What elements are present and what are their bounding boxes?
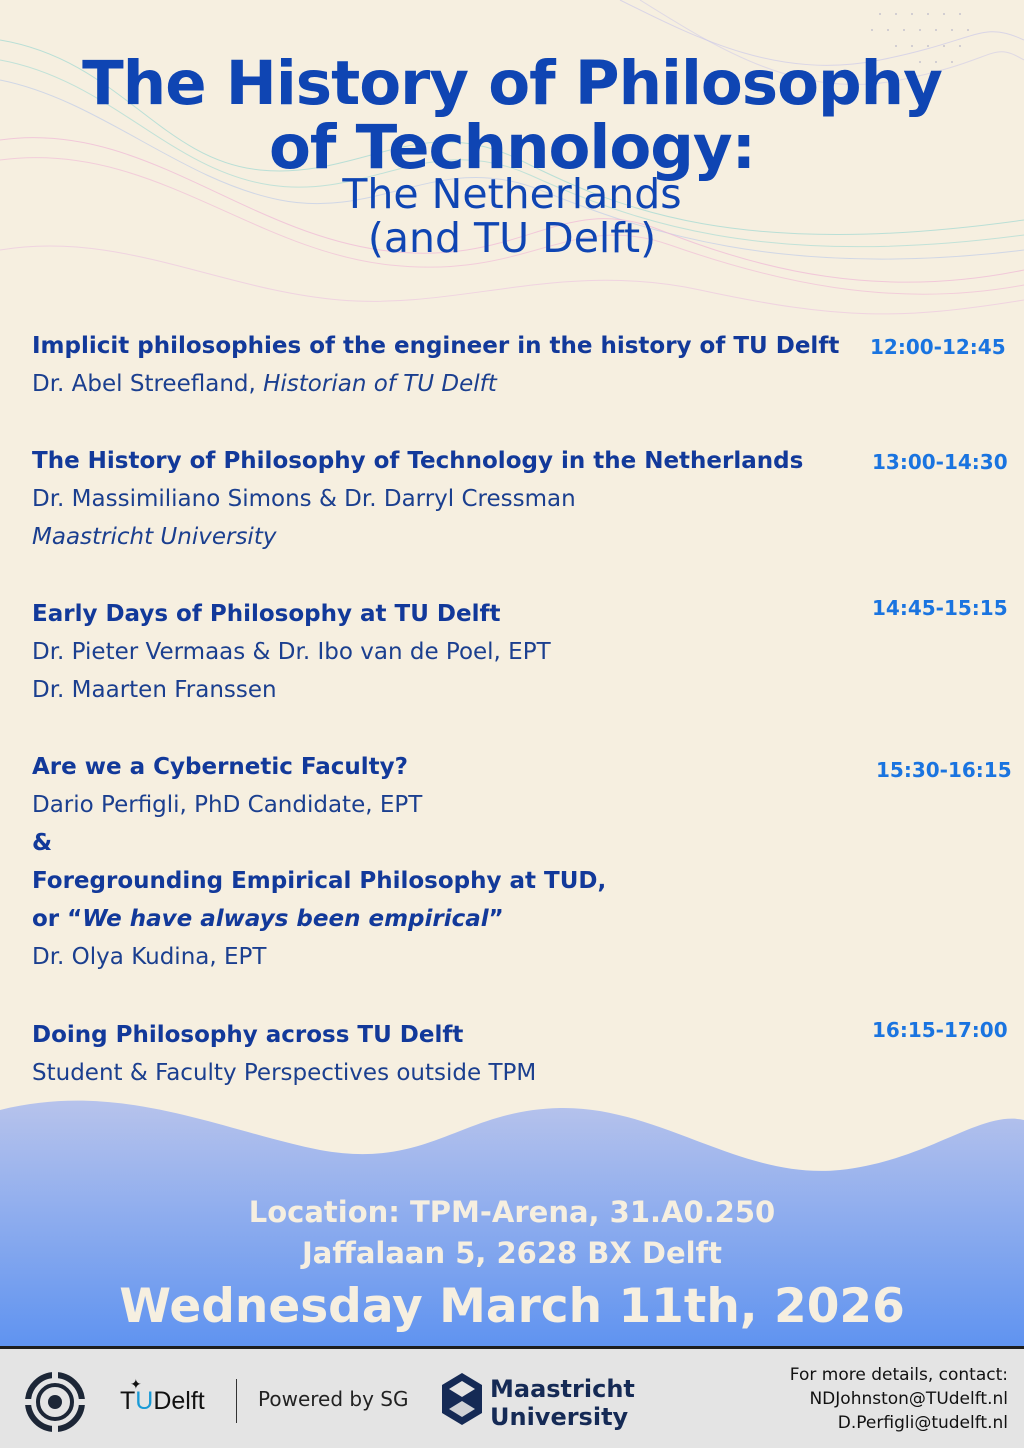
session-3-time: 14:45-15:15 bbox=[872, 596, 1008, 620]
contact-email-1[interactable]: NDJohnston@TUdelft.nl bbox=[809, 1389, 1008, 1409]
event-subtitle bbox=[0, 172, 1024, 260]
event-date: Wednesday March 11th, 2026 bbox=[119, 1279, 905, 1334]
session-title: Doing Philosophy across TU Delft bbox=[32, 1022, 464, 1048]
footer bbox=[0, 1346, 1024, 1448]
subtitle-line-2: (and TU Delft) bbox=[367, 214, 657, 262]
session-speaker: Dr. Pieter Vermaas & Dr. Ibo van de Poel, EPT bbox=[32, 639, 551, 665]
session-affiliation: Maastricht University bbox=[32, 524, 277, 550]
event-title bbox=[0, 48, 1024, 183]
session-title-2: Foregrounding Empirical Philosophy at TUD, bbox=[32, 868, 607, 894]
flame-icon: ✦ bbox=[130, 1377, 142, 1393]
session-1 bbox=[32, 327, 992, 403]
contact-label: For more details, contact: bbox=[789, 1365, 1008, 1385]
title-line-2: of Technology: bbox=[268, 112, 756, 183]
speaker-role: Historian of TU Delft bbox=[263, 371, 497, 397]
session-title: Early Days of Philosophy at TU Delft bbox=[32, 601, 501, 627]
title-line-1: The History of Philosophy bbox=[82, 48, 942, 119]
session-title-3: or “We have always been empirical” bbox=[32, 906, 504, 932]
session-speaker: Dr. Olya Kudina, EPT bbox=[32, 944, 267, 970]
session-speaker: Dr. Massimiliano Simons & Dr. Darryl Cressman bbox=[32, 486, 576, 512]
location-line-1: Location: TPM-Arena, 31.A0.250 bbox=[248, 1195, 776, 1229]
session-speaker: Student & Faculty Perspectives outside TPM bbox=[32, 1060, 537, 1086]
session-title: Implicit philosophies of the engineer in the history of TU Delft bbox=[32, 333, 840, 359]
maastricht-university-logo-icon bbox=[442, 1373, 482, 1425]
tu-delft-wordmark: TUDelft bbox=[120, 1387, 205, 1415]
session-5-time: 16:15-17:00 bbox=[872, 1018, 1008, 1042]
subtitle-line-1: The Netherlands bbox=[342, 170, 682, 218]
session-3 bbox=[32, 595, 992, 709]
session-speaker: Dario Perfigli, PhD Candidate, EPT bbox=[32, 792, 423, 818]
footer-divider bbox=[236, 1379, 237, 1423]
contact-block bbox=[790, 1363, 1008, 1435]
session-1-time: 12:00-12:45 bbox=[870, 335, 1006, 359]
session-4 bbox=[32, 748, 992, 976]
sg-circular-logo-icon bbox=[24, 1371, 86, 1433]
session-title: The History of Philosophy of Technology in the Netherlands bbox=[32, 448, 804, 474]
contact-email-2[interactable]: D.Perfigli@tudelft.nl bbox=[837, 1413, 1008, 1433]
session-2 bbox=[32, 442, 992, 556]
session-ampersand: & bbox=[32, 830, 53, 856]
session-speaker: Dr. Maarten Franssen bbox=[32, 677, 277, 703]
session-title: Are we a Cybernetic Faculty? bbox=[32, 754, 409, 780]
session-5 bbox=[32, 1016, 992, 1092]
location-line-2: Jaffalaan 5, 2628 BX Delft bbox=[301, 1236, 723, 1270]
session-2-time: 13:00-14:30 bbox=[872, 450, 1008, 474]
session-speaker: Dr. Abel Streefland, Historian of TU Delft bbox=[32, 371, 497, 397]
session-4-time: 15:30-16:15 bbox=[876, 758, 1012, 782]
maastricht-university-wordmark: Maastricht University bbox=[490, 1375, 635, 1431]
powered-by-text: Powered by SG bbox=[258, 1387, 409, 1411]
